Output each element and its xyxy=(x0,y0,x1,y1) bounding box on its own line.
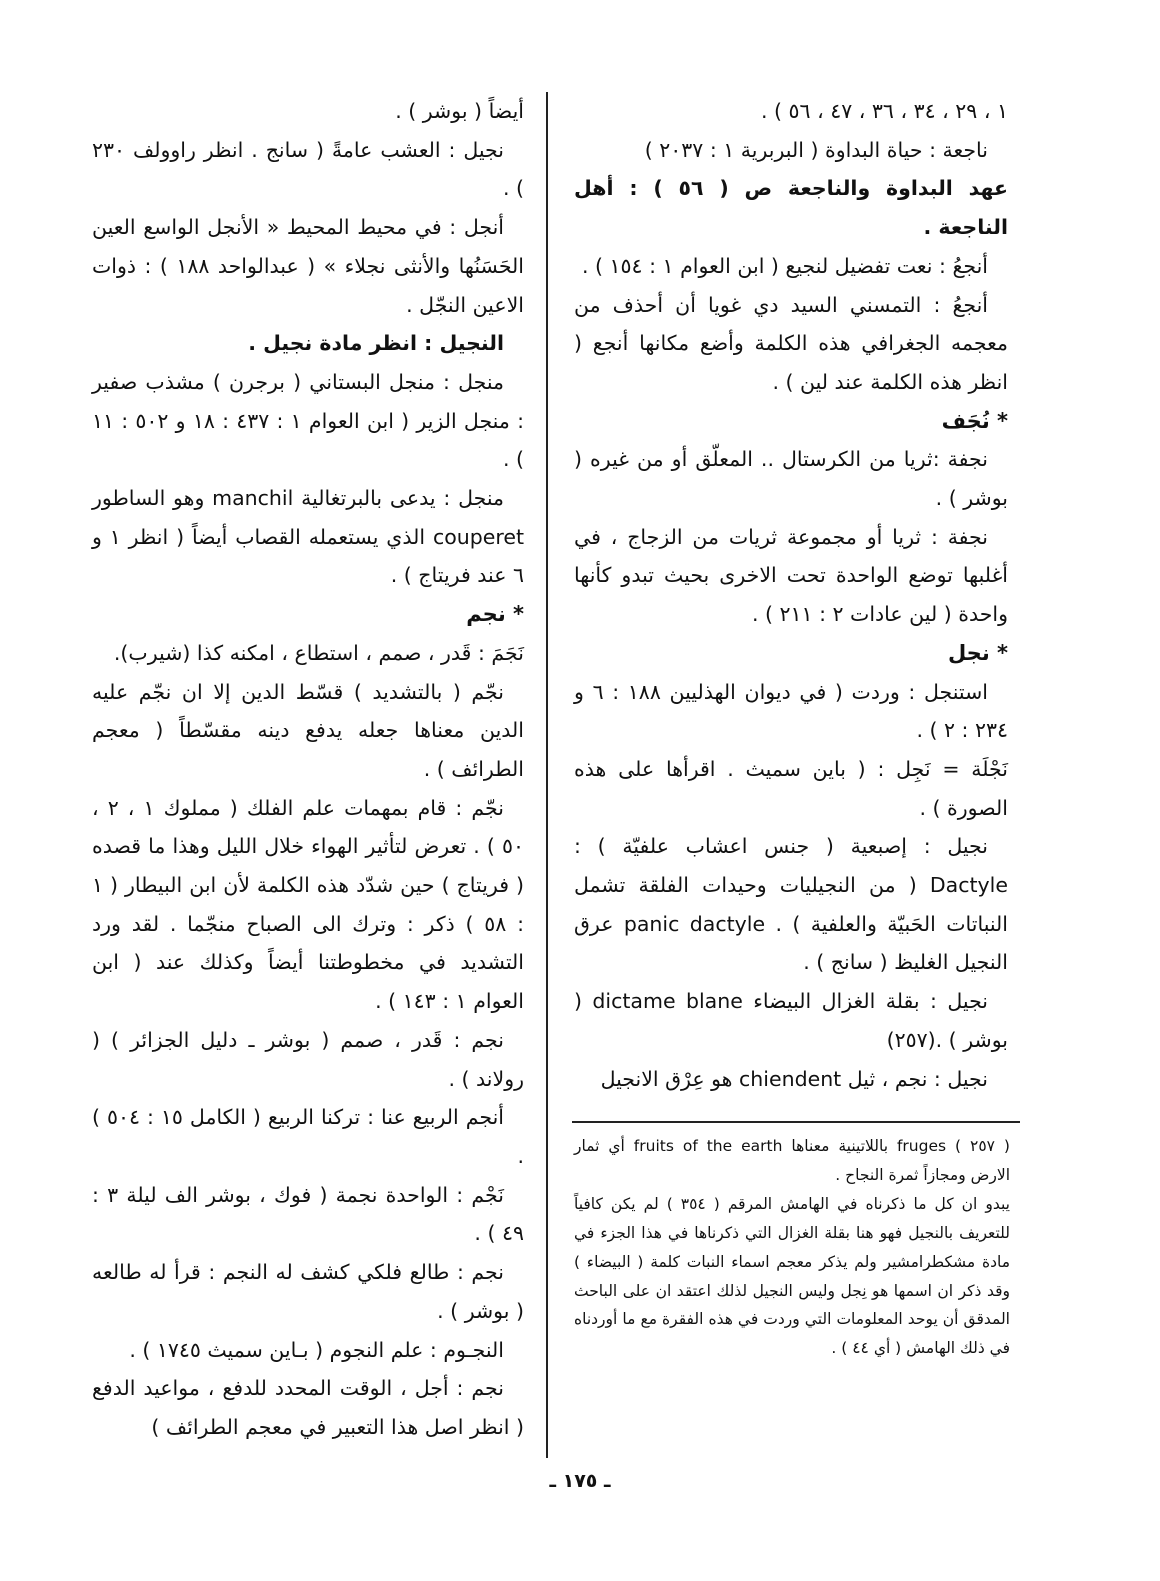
entry-text: نجيل : العشب عامةً ( سانج . انظر راوولف ٢٣٠ ) . xyxy=(92,137,524,201)
footnote-text: ( ٢٥٧ ) fruges باللاتينية معناها fruits of the earth أي ثمار الارض ومجازاً ثمرة النجاح . xyxy=(574,1137,1010,1184)
entry-text: نجيل : بقلة الغزال البيضاء dictame blane ( بوشر ) .(٢٥٧) xyxy=(574,989,1008,1052)
entry-text: النجـوم : علم النجوم ( بـاين سميث ١٧٤٥ ) . xyxy=(129,1337,504,1362)
footnote-text: يبدو ان كل ما ذكرناه في الهامش المرقم ( ٣٥٤ ) لم يكن كافياً للتعريف بالنجيل فهو هنا بقلة الغزال التي ذكرناها في هذا الجزء في مادة مشكطرامشير ولم يذكر معجم اسماء النبات كلمة ( البيضاء ) وقد ذكر ان اسمها هو نِجل وليس النجيل لذلك اعتقد ان على الباحث المدقق أن يوحد المعلومات التي وردت في هذه الفقرة مع ما أوردناه في ذلك الهامش ( أي ٤٤ ) . xyxy=(574,1194,1010,1358)
entry-text: منجل : يدعى بالبرتغالية manchil وهو الساطور couperet الذي يستعمله القصاب أيضاً ( انظر ١ و ٦ عند فريتاج ) . xyxy=(92,486,524,588)
entry-text: استنجل : وردت ( في ديوان الهذليين ١٨٨ : ٦ و ٢٣٤ : ٢ ) . xyxy=(574,679,1008,743)
entry-text: نجّم : قام بمهمات علم الفلك ( مملوك ١ ، ٢ ، ٥٠ ) . تعرض لتأثير الهواء خلال الليل وهذا ما قصده ( فريتاج ) حين شدّد هذه الكلمة لأن ابن البيطار ( ١ : ٥٨ ) ذكر : وترك الى الصباح منجّما . لقد ورد التشديد في مخطوطتنا أيضاً وكذلك عند ( ابن العوام ١ : ١٤٣ ) . xyxy=(92,795,524,1014)
entry-text: أيضاً ( بوشر ) . xyxy=(395,99,524,123)
entry-text: أنجعُ : نعت تفضيل لنجيع ( ابن العوام ١ : ١٥٤ ) . xyxy=(581,253,988,278)
entry-text: نجم : طالع فلكي كشف له النجم : قرأ له طالعه ( بوشر ) . xyxy=(92,1260,524,1323)
entry-text: النجيل : انظر مادة نجيل . xyxy=(248,331,504,356)
right-column xyxy=(574,92,1008,1098)
root-heading: * نجل xyxy=(947,640,1008,665)
entry-text: نَجْم : الواحدة نجمة ( فوك ، بوشر الف ليلة ٣ : ٤٩ ) . xyxy=(92,1182,524,1246)
entry-text: نجفة : ثريا أو مجموعة ثريات من الزجاج ، في أغلبها توضع الواحدة تحت الاخرى بحيث تبدو كأنها واحدة ( لين عادات ٢ : ٢١١ ) . xyxy=(574,524,1008,627)
left-column xyxy=(92,92,524,1447)
entry-text: عهد البداوة والناجعة ص ( ٥٦ ) : أهل الناجعة . xyxy=(574,176,1008,240)
entry-text: نَجْلَة = نَجِل : ( باين سميث . اقرأها على هذه الصورة ) . xyxy=(574,756,1008,820)
entry-text: نجيل : نجم ، ثيل chiendent هو عِرْق الانجيل xyxy=(600,1066,988,1091)
entry-text: أنجل : في محيط المحيط « الأنجل الواسع العين الحَسَنُها والأنثى نجلاء » ( عبدالواحد ١٨٨ ) : ذوات الاعين النجّل . xyxy=(92,215,524,317)
entry-text: نجفة :ثريا من الكرستال .. المعلّق أو من غيره ( بوشر ) . xyxy=(574,447,1008,511)
entry-text: نجم : قَدر ، صمم ( بوشر ـ دليل الجزائر ) ( رولاند ) . xyxy=(92,1027,524,1091)
entry-text: ناجعة : حياة البداوة ( البربرية ١ : ٢٠٣٧ ) xyxy=(644,137,988,162)
entry-text: ١ ، ٢٩ ، ٣٤ ، ٣٦ ، ٤٧ ، ٥٦ ) . xyxy=(761,99,1008,123)
root-heading: * نُجَف xyxy=(941,408,1008,433)
entry-text: نَجَمَ : قَدر ، صمم ، استطاع ، امكنه كذا (شيرب). xyxy=(113,640,524,665)
entry-text: نجّم ( بالتشديد ) قسّط الدين إلا ان نجّم عليه الدين معناها جعله يدفع دينه مقسّطاً ( معجم الطرائف ) . xyxy=(92,679,524,781)
entry-text: نجيل : إصبعية ( جنس اعشاب علفيّة ) : Dactyle ( من النجيليات وحيدات الفلقة تشمل النباتات الحَبيّة والعلفية ) . panic dactyle عرق النجيل الغليظ ( سانج ) . xyxy=(574,834,1009,975)
page-number: ـ ١٧٥ ـ xyxy=(549,1470,611,1492)
entry-text: أنجعُ : التمسني السيد دي غويا أن أحذف من معجمه الجغرافي هذه الكلمة وأضع مكانها أنجع ( انظر هذه الكلمة عند لين ) . xyxy=(574,292,1008,394)
entry-text: منجل : منجل البستاني ( برجرن ) مشذب صفير : منجل الزير ( ابن العوام ١ : ٤٣٧ : ١٨ و ٥٠٢ : ١١ ) . xyxy=(92,369,524,472)
footnotes xyxy=(574,1132,1010,1363)
entry-text: أنجم الربيع عنا : تركنا الربيع ( الكامل ١٥ : ٥٠٤ ) . xyxy=(92,1105,524,1168)
footnote-divider xyxy=(572,1121,1020,1123)
entry-text: نجم : أجل ، الوقت المحدد للدفع ، مواعيد الدفع ( انظر اصل هذا التعبير في معجم الطرائف ) xyxy=(92,1376,524,1439)
root-heading: * نجم xyxy=(466,602,524,627)
column-divider xyxy=(546,92,548,1458)
